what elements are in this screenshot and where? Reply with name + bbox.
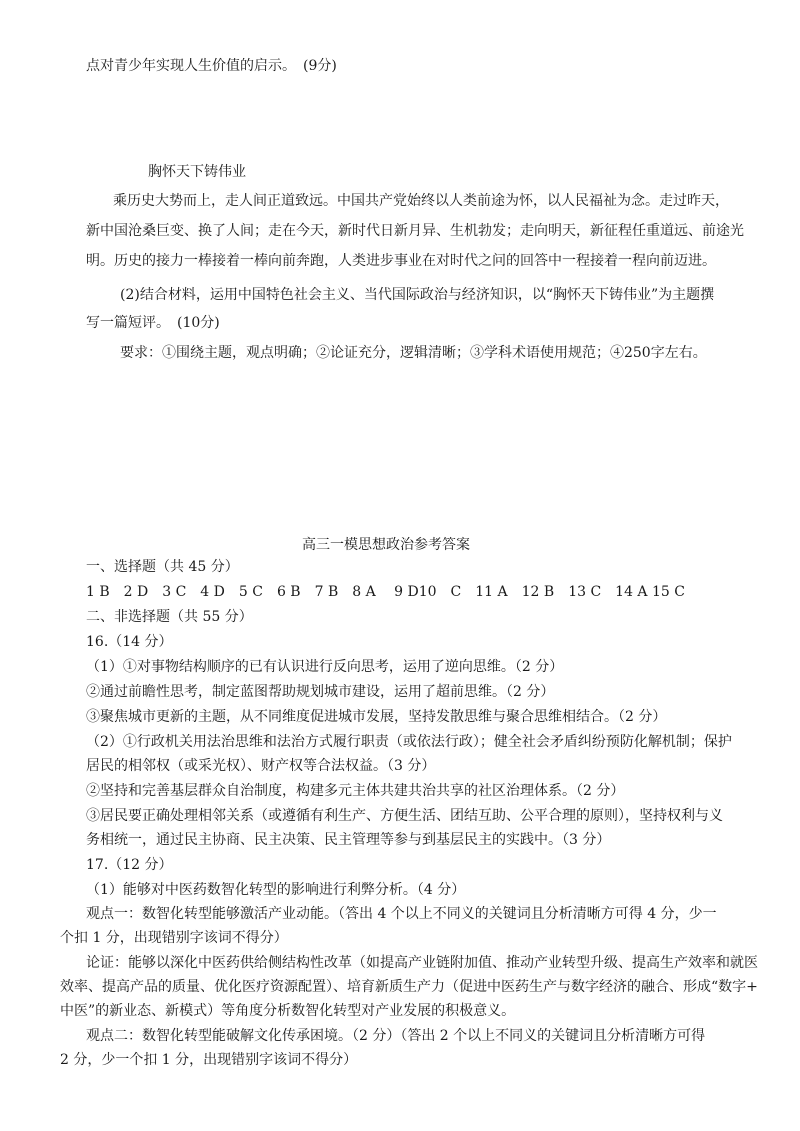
question-2-line-1: (2)结合材料，运用中国特色社会主义、当代国际政治与经济知识，以“胸怀天下铸伟业”为主题撰 (120, 287, 715, 303)
requirements-line: 要求：①围绕主题，观点明确；②论证充分，逻辑清晰；③学科术语使用规范；④250字左右。 (120, 345, 707, 361)
q16-heading: 16.（14 分） (86, 634, 173, 650)
q17-viewpoint-2-line-2: 2 分，少一个扣 1 分，出现错别字该词不得分） (60, 1052, 358, 1068)
q16-answer-6-line-1: ③居民要正确处理相邻关系（或遵循有利生产、方便生活、团结互助、公平合理的原则），坚持权利与义 (86, 808, 723, 824)
question-2-line-2: 写一篇短评。 (10分) (86, 315, 220, 331)
q16-answer-4-line-2: 居民的相邻权（或采光权）、财产权等合法权益。（3 分） (86, 758, 436, 774)
material-paragraph-line-1: 乘历史大势而上，走人间正道致远。中国共产党始终以人类前途为怀，以人民福祉为念。走过昨天， (113, 193, 729, 209)
question-tail-line: 点对青少年实现人生价值的启示。 (9分) (86, 58, 337, 74)
q17-viewpoint-1-line-2: 个扣 1 分，出现错别字该词不得分） (60, 930, 288, 946)
q17-viewpoint-1-line-1: 观点一：数智化转型能够激活产业动能。（答出 4 个以上不同义的关键词且分析清晰方可得 4 分，少一 (86, 906, 717, 922)
material-title: 胸怀天下铸伟业 (148, 164, 246, 180)
q17-argument-line-3: 中医”的新业态、新模式）等角度分析数智化转型对产业发展的积极意义。 (60, 1003, 516, 1019)
q17-heading: 17.（12 分） (86, 857, 173, 873)
q17-answer-1: （1）能够对中医药数智化转型的影响进行利弊分析。（4 分） (86, 882, 466, 898)
q16-answer-5: ②坚持和完善基层群众自治制度，构建多元主体共建共治共享的社区治理体系。（2 分） (86, 783, 625, 799)
q16-answer-3: ③聚焦城市更新的主题，从不同维度促进城市发展，坚持发散思维与聚合思维相结合。（2 分） (86, 709, 667, 725)
q17-argument-line-2: 效率、提高产品的质量、优化医疗资源配置）、培育新质生产力（促进中医药生产与数字经济的融合、形成“数字+ (60, 979, 758, 995)
q16-answer-2: ②通过前瞻性思考，制定蓝图帮助规划城市建设，运用了超前思维。（2 分） (86, 684, 555, 700)
material-paragraph-line-3: 明。历史的接力一棒接着一棒向前奔跑，人类进步事业在对时代之问的回答中一程接着一程向前迈进。 (86, 253, 716, 269)
q17-viewpoint-2-line-1: 观点二：数智化转型能破解文化传承困境。（2 分）（答出 2 个以上不同义的关键词且分析清晰方可得 (86, 1028, 706, 1044)
section-2-heading: 二、非选择题（共 55 分） (86, 609, 253, 625)
section-1-heading: 一、选择题（共 45 分） (86, 559, 239, 575)
q17-argument-line-1: 论证：能够以深化中医药供给侧结构性改革（如提高产业链附加值、推动产业转型升级、提高生产效率和就医 (86, 955, 758, 971)
q16-answer-1: （1）①对事物结构顺序的已有认识进行反向思考，运用了逆向思维。（2 分） (86, 659, 564, 675)
q16-answer-4-line-1: （2）①行政机关用法治思维和法治方式履行职责（或依法行政）；健全社会矛盾纠纷预防化解机制；保护 (86, 734, 732, 750)
material-paragraph-line-2: 新中国沧桑巨变、换了人间；走在今天，新时代日新月异、生机勃发；走向明天，新征程任重道远、前途光 (86, 223, 744, 239)
answers-title: 高三一模思想政治参考答案 (302, 537, 470, 553)
q16-answer-6-line-2: 务相统一，通过民主协商、民主决策、民主管理等参与到基层民主的实践中。（3 分） (86, 832, 611, 848)
choice-answers: 1 B 2 D 3 C 4 D 5 C 6 B 7 B 8 A 9 D10 C 11 A 12 B 13 C 14 A 15 C (86, 584, 685, 600)
